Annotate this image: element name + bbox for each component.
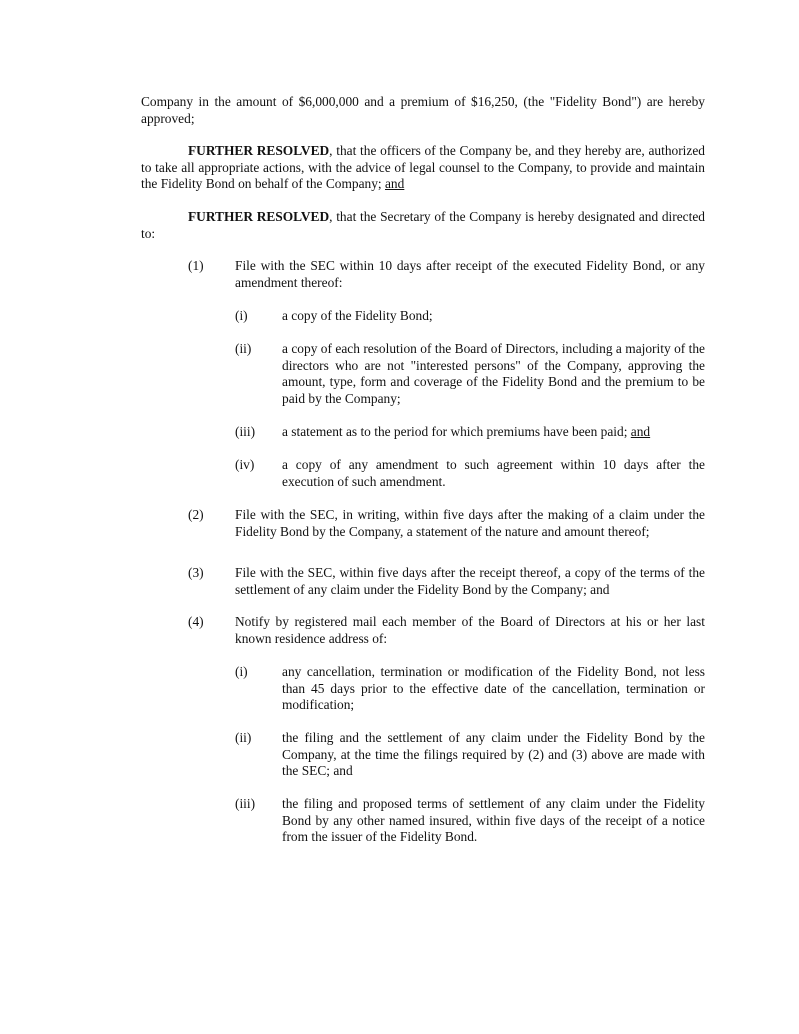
resolution-officers-body	[141, 143, 705, 193]
sub-item-1-iii-number: (iii)	[235, 424, 256, 439]
sub-item-1-ii-text: a copy of each resolution of the Board of Directors, including a majority of the directors who are not "interested persons" of the Company, approving the amount, type, form and coverage of the Fidelity Bond and the premium to be paid by the Company;	[282, 341, 705, 406]
sub-item-1-ii-number: (ii)	[235, 341, 252, 356]
sub-item-1-iv-text: a copy of any amendment to such agreement within 10 days after the execution of such amendment.	[282, 457, 705, 489]
list-item-3-text: File with the SEC, within five days after the receipt thereof, a copy of the terms of the settlement of any claim under the Fidelity Bond by the Company; and	[235, 565, 705, 597]
resolution-officers-and: and	[384, 176, 405, 191]
intro-paragraph	[141, 94, 705, 127]
resolution-officers-text: , that the officers of the Company be, and they hereby are, authorized to take all appropriate actions, with the advice of legal counsel to the Company, to provide and maintain the Fidelity Bond on behalf of the Company;	[141, 143, 705, 191]
list-item-2-number: (2)	[188, 507, 204, 522]
sub-item-1-i	[235, 308, 705, 325]
sub-item-1-iii	[235, 424, 705, 441]
list-item-3	[188, 565, 705, 598]
sub-item-4-i-number: (i)	[235, 664, 248, 679]
sub-item-4-ii	[235, 730, 705, 780]
sub-item-1-iii-body	[282, 424, 705, 441]
sub-item-1-i-number: (i)	[235, 308, 248, 323]
intro-text: Company in the amount of $6,000,000 and a premium of $16,250, (the "Fidelity Bond") are hereby approved;	[141, 94, 705, 126]
sub-item-1-iv-number: (iv)	[235, 457, 255, 472]
resolution-officers-lead: FURTHER RESOLVED	[188, 143, 330, 158]
sub-item-4-ii-number: (ii)	[235, 730, 252, 745]
sub-item-4-i-text: any cancellation, termination or modification of the Fidelity Bond, not less than 45 days prior to the effective date of the cancellation, termination or modification;	[282, 664, 705, 712]
resolution-secretary-body	[141, 209, 705, 242]
list-item-4	[188, 614, 705, 647]
list-item-3-number: (3)	[188, 565, 204, 580]
sub-item-4-iii	[235, 796, 705, 846]
sub-item-1-iii-and: and	[630, 424, 651, 439]
resolution-secretary-text: , that the Secretary of the Company is hereby designated and directed to:	[141, 209, 705, 241]
resolution-officers-paragraph	[141, 143, 705, 193]
sub-item-4-i	[235, 664, 705, 714]
sub-item-4-ii-text: the filing and the settlement of any claim under the Fidelity Bond by the Company, at the time the filings required by (2) and (3) above are made with the SEC; and	[282, 730, 705, 778]
list-item-1-number: (1)	[188, 258, 204, 273]
list-item-4-text: Notify by registered mail each member of the Board of Directors at his or her last known residence address of:	[235, 614, 705, 646]
sub-item-1-iv	[235, 457, 705, 490]
resolution-secretary-lead: FURTHER RESOLVED	[188, 209, 330, 224]
list-item-1	[188, 258, 705, 291]
sub-item-1-i-text: a copy of the Fidelity Bond;	[282, 308, 433, 323]
list-item-1-text: File with the SEC within 10 days after receipt of the executed Fidelity Bond, or any amendment thereof:	[235, 258, 705, 290]
list-item-2	[188, 507, 705, 540]
sub-item-1-iii-text: a statement as to the period for which premiums have been paid;	[282, 424, 631, 439]
sub-item-4-iii-number: (iii)	[235, 796, 256, 811]
resolution-secretary-paragraph	[141, 209, 705, 242]
list-item-4-number: (4)	[188, 614, 204, 629]
sub-item-1-ii	[235, 341, 705, 407]
list-item-2-text: File with the SEC, in writing, within five days after the making of a claim under the Fidelity Bond by the Company, a statement of the nature and amount thereof;	[235, 507, 705, 539]
sub-item-4-iii-text: the filing and proposed terms of settlement of any claim under the Fidelity Bond by any other named insured, within five days of the receipt of a notice from the issuer of the Fidelity Bond.	[282, 796, 705, 844]
